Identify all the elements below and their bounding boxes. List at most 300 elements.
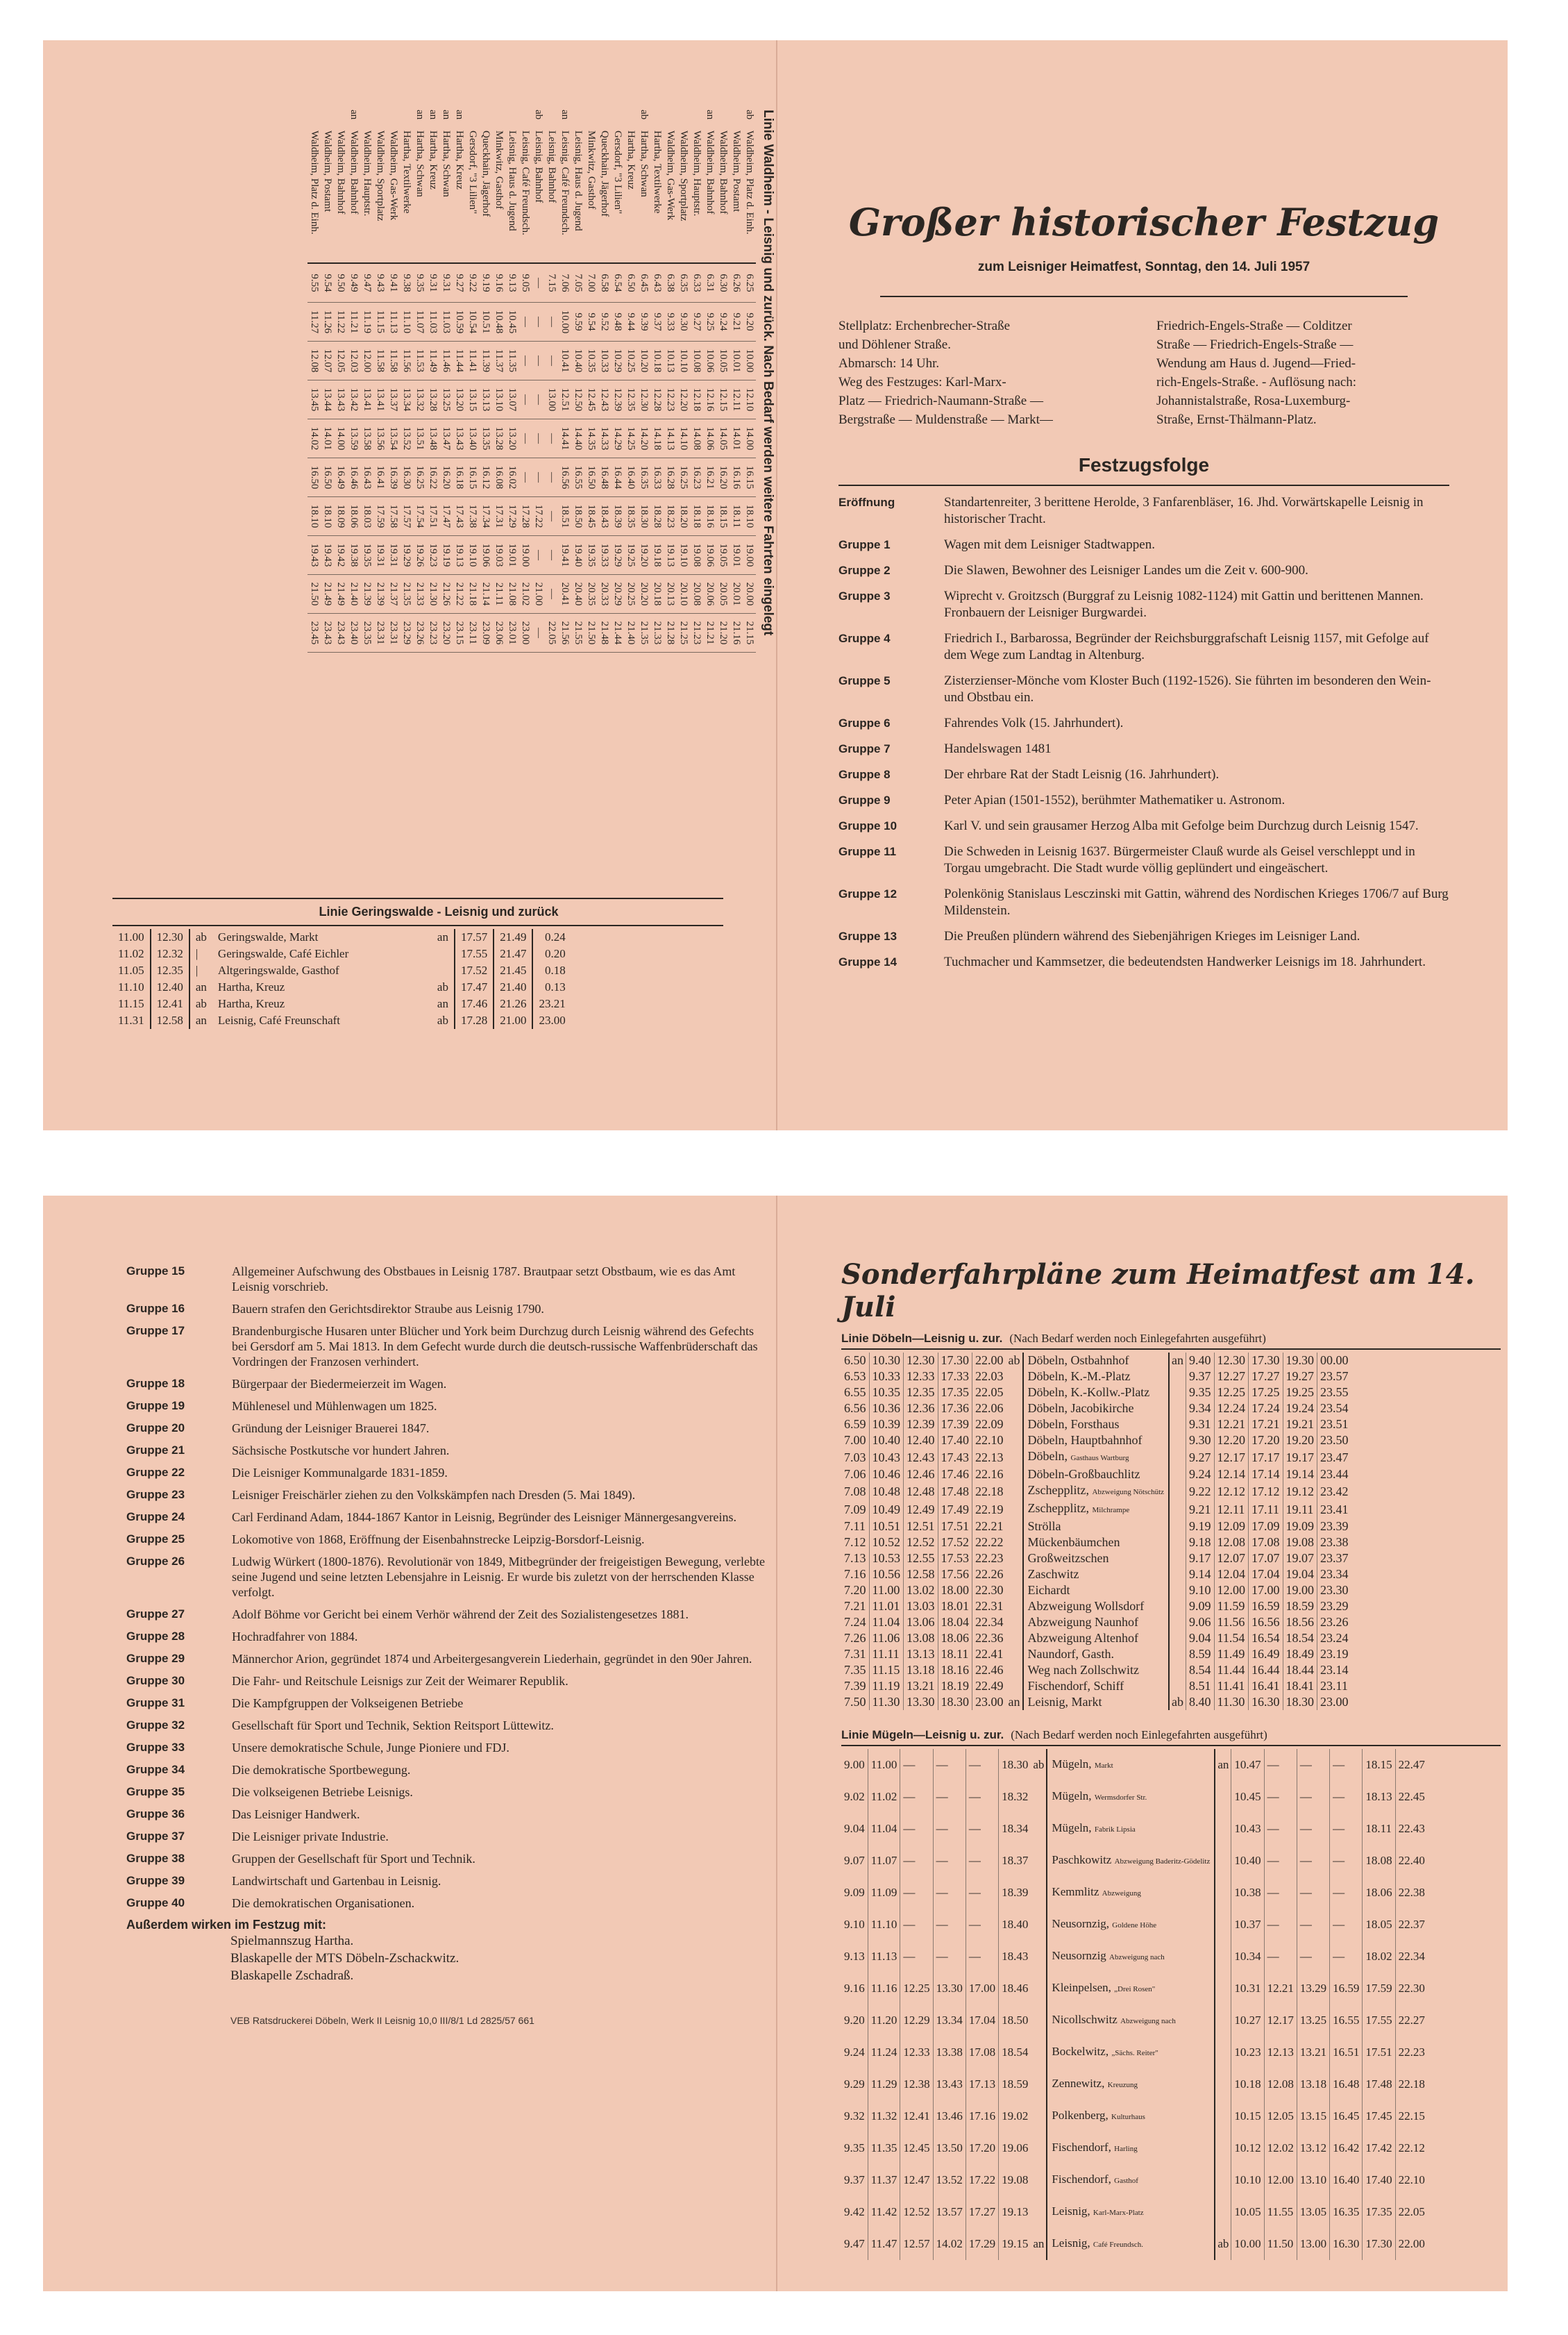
departure-time: 11.37 [492, 342, 505, 380]
group-label: Gruppe 3 [838, 589, 891, 603]
direction-marker [1169, 1482, 1186, 1500]
doebeln-heading [841, 1332, 1501, 1346]
return-time: 23.39 [1317, 1518, 1351, 1534]
direction-marker [1006, 1466, 1023, 1482]
stop-subtitle: Goldene Höhe [1112, 1921, 1157, 1930]
departure-time: 7.26 [844, 1631, 866, 1645]
return-time: 16.48 [1330, 2068, 1363, 2100]
departure-time: 12.58 [151, 1012, 189, 1029]
departure-time: 11.44 [453, 342, 466, 380]
departure-time: 22.00 [972, 1353, 1006, 1369]
departure-time: 21.21 [703, 614, 716, 653]
route-info [838, 317, 1449, 429]
departure-time: 11.58 [373, 342, 387, 380]
departure-time: 17.59 [373, 497, 387, 536]
return-time: 12.11 [1214, 1500, 1249, 1518]
route-info-line: Bergstraße — Muldenstraße — Markt— [838, 412, 1053, 427]
departure-time: 13.37 [387, 380, 400, 419]
return-time: 16.42 [1330, 2132, 1363, 2164]
departure-time: 20.41 [558, 575, 571, 614]
return-time: 12.14 [1214, 1466, 1249, 1482]
departure-time: 18.10 [743, 497, 756, 536]
departure-time: 13.28 [492, 419, 505, 458]
direction-marker: | [195, 964, 199, 977]
departure-time: 14.00 [334, 419, 347, 458]
printer-imprint: VEB Ratsdruckerei Döbeln, Werk II Leisnig 10,0 III/8/1 Ld 2825/57 661 [230, 2015, 534, 2026]
departure-time: 11.35 [868, 2132, 900, 2164]
departure-time: 21.33 [413, 575, 426, 614]
direction-marker [730, 110, 743, 128]
departure-time: 11.00 [868, 1749, 900, 1781]
return-time: — [1330, 1845, 1363, 1877]
direction-marker [479, 110, 492, 128]
waldheim-row [360, 110, 373, 887]
departure-time: 21.50 [307, 575, 321, 614]
departure-time: 16.20 [716, 458, 730, 497]
group-label: Gruppe 39 [126, 1874, 185, 1887]
direction-marker: an [454, 110, 465, 120]
departure-time: 18.06 [347, 497, 360, 536]
group-text: Die Schweden in Leisnig 1637. Bürgermeister Clauß wurde als Geisel verschleppt und in Torgau umgebracht. Die Stadt wurde völlig geplündert und eingeäschert. [944, 844, 1415, 876]
departure-time: 12.48 [904, 1482, 938, 1500]
departure-time: — [532, 264, 545, 303]
geringswalde-section [112, 898, 765, 1029]
departure-time: 18.20 [677, 497, 690, 536]
departure-time: — [900, 1813, 933, 1845]
departure-time: 18.37 [999, 1845, 1031, 1877]
departure-time: 9.47 [844, 2237, 865, 2250]
departure-time: 6.33 [690, 264, 703, 303]
return-time: 11.54 [1214, 1630, 1249, 1646]
return-time: 9.06 [1186, 1614, 1215, 1630]
departure-time: — [532, 458, 545, 497]
departure-time: 7.06 [558, 264, 571, 303]
return-time: 17.48 [1363, 2068, 1395, 2100]
timetable-row [841, 1630, 1351, 1646]
group-item [126, 1829, 765, 1844]
departure-time: 13.38 [933, 2036, 966, 2068]
departure-time: 11.02 [868, 1781, 900, 1813]
departure-time: 9.49 [347, 264, 360, 303]
group-label: Gruppe 7 [838, 742, 891, 755]
return-time: — [1297, 1845, 1329, 1877]
departure-time: — [519, 458, 532, 497]
departure-time: 10.56 [869, 1566, 904, 1582]
group-item [126, 1554, 765, 1600]
group-item [838, 886, 1449, 919]
departure-time: 14.10 [677, 419, 690, 458]
departure-time: 11.37 [868, 2164, 900, 2196]
return-time: 13.18 [1297, 2068, 1329, 2100]
departure-time: 16.28 [664, 458, 677, 497]
departure-time: 11.00 [112, 929, 151, 946]
direction-marker [1169, 1678, 1186, 1694]
departure-time: 7.21 [844, 1599, 866, 1613]
return-time: 18.15 [1363, 1749, 1395, 1781]
departure-time: 21.50 [584, 614, 598, 653]
sonder-title: Sonderfahrpläne zum Heimatfest am 14. Juli [841, 1258, 1475, 1323]
return-time: 12.02 [1264, 2132, 1297, 2164]
departure-time: 23.11 [466, 614, 479, 653]
return-time: 16.30 [1249, 1694, 1283, 1710]
departure-time: 19.20 [637, 536, 650, 575]
departure-time: 12.39 [611, 380, 624, 419]
return-time: 9.19 [1186, 1518, 1215, 1534]
departure-time: 16.25 [677, 458, 690, 497]
departure-time: 12.23 [664, 380, 677, 419]
departure-time: 13.56 [373, 419, 387, 458]
departure-time: 13.35 [479, 419, 492, 458]
departure-time: 13.42 [347, 380, 360, 419]
departure-time: 18.35 [624, 497, 637, 536]
timetable-row [841, 1448, 1351, 1466]
departure-time: 20.18 [650, 575, 664, 614]
return-time: 18.59 [1283, 1598, 1317, 1614]
timetable-row [841, 1518, 1351, 1534]
return-time: 23.14 [1317, 1662, 1351, 1678]
stop-name [1047, 2132, 1215, 2164]
timetable-row [841, 2228, 1428, 2260]
return-time: 21.49 [494, 929, 532, 946]
departure-time: 11.20 [868, 2005, 900, 2036]
departure-time: 16.25 [413, 458, 426, 497]
stop-name-text: Abzweigung Wollsdorf [1027, 1599, 1145, 1613]
return-time: 11.41 [1214, 1678, 1249, 1694]
departure-time: 11.02 [112, 946, 151, 962]
return-time: 23.00 [539, 1014, 566, 1027]
stop-subtitle: Kreuzung [1107, 2081, 1138, 2089]
stop-name-text: Zaschwitz [1027, 1567, 1079, 1581]
waldheim-row [505, 110, 519, 887]
direction-marker [505, 110, 519, 128]
departure-time: 9.00 [844, 1758, 865, 1771]
departure-time: 9.19 [479, 264, 492, 303]
departure-time: 16.12 [479, 458, 492, 497]
departure-time: 17.34 [479, 497, 492, 536]
departure-time: 18.54 [999, 2036, 1031, 2068]
return-time: 22.18 [1395, 2068, 1428, 2100]
group-label: Gruppe 24 [126, 1510, 185, 1523]
return-time: 18.49 [1283, 1646, 1317, 1662]
departure-time: 18.11 [730, 497, 743, 536]
departure-time: 10.33 [869, 1369, 904, 1384]
departure-time: 23.43 [334, 614, 347, 653]
departure-time: 9.38 [400, 264, 413, 303]
stop-name: Waldheim, Sportplatz [677, 128, 690, 264]
departure-time: — [519, 419, 532, 458]
departure-time: 13.02 [904, 1582, 938, 1598]
direction-marker [1215, 1781, 1231, 1813]
departure-time: 10.00 [743, 342, 756, 380]
direction-marker [1169, 1582, 1186, 1598]
departure-time: 18.10 [321, 497, 334, 536]
group-label: Gruppe 22 [126, 1466, 185, 1479]
departure-time: 19.13 [664, 536, 677, 575]
departure-time: 12.33 [900, 2036, 933, 2068]
departure-time: 14.29 [611, 419, 624, 458]
group-label: Gruppe 35 [126, 1785, 185, 1798]
return-time: 23.37 [1317, 1550, 1351, 1566]
return-time: 22.30 [1395, 1973, 1428, 2005]
return-time: 19.12 [1283, 1482, 1317, 1500]
stop-name-text: Fischendorf, [1052, 2173, 1111, 2186]
direction-marker [1006, 1518, 1023, 1534]
waldheim-row [400, 110, 413, 887]
waldheim-row [624, 110, 637, 887]
departure-time: 7.35 [844, 1663, 866, 1677]
departure-time: 19.01 [505, 536, 519, 575]
departure-time: 9.48 [611, 303, 624, 342]
departure-time: 7.09 [844, 1502, 866, 1516]
departure-time: 18.30 [999, 1749, 1031, 1781]
direction-marker [1031, 2164, 1047, 2196]
departure-time: 12.25 [900, 1973, 933, 2005]
departure-time: 19.03 [492, 536, 505, 575]
group-item [126, 1873, 765, 1889]
departure-time: 16.39 [387, 458, 400, 497]
departure-time: 6.45 [637, 264, 650, 303]
group-item [838, 494, 1449, 528]
return-time: — [1330, 1813, 1363, 1845]
direction-marker [1031, 2132, 1047, 2164]
departure-time: 17.51 [426, 497, 439, 536]
direction-marker [307, 110, 321, 128]
departure-time: 17.16 [966, 2100, 998, 2132]
departure-time: 10.05 [716, 342, 730, 380]
departure-time: 9.10 [844, 1918, 865, 1931]
departure-time: 13.07 [505, 380, 519, 419]
departure-time: — [933, 1813, 966, 1845]
direction-marker [1006, 1400, 1023, 1416]
departure-time: 20.40 [571, 575, 584, 614]
group-text: Die Slawen, Bewohner des Leisniger Landes um die Zeit v. 600-900. [944, 563, 1308, 578]
departure-time: 20.25 [624, 575, 637, 614]
departure-time: 13.20 [453, 380, 466, 419]
departure-time: 23.00 [972, 1694, 1006, 1710]
return-time: 21.00 [494, 1012, 532, 1029]
departure-time: 23.43 [321, 614, 334, 653]
departure-time: 23.23 [426, 614, 439, 653]
departure-time: 11.03 [439, 303, 453, 342]
festzug-front-panel [838, 200, 1449, 1116]
return-time: 22.00 [1395, 2228, 1428, 2260]
direction-marker [519, 110, 532, 128]
stop-subtitle: Karl-Marx-Platz [1093, 2209, 1144, 2217]
return-time: 17.17 [1249, 1448, 1283, 1466]
return-time: 17.30 [1363, 2228, 1395, 2260]
departure-time: 14.13 [664, 419, 677, 458]
departure-time: 19.31 [373, 536, 387, 575]
return-time: 18.05 [1363, 1909, 1395, 1941]
group-item [126, 1264, 765, 1294]
direction-marker [1215, 1877, 1231, 1909]
departure-time: 9.54 [321, 264, 334, 303]
departure-time: 22.16 [972, 1466, 1006, 1482]
departure-time: 13.54 [387, 419, 400, 458]
group-text: Zisterzienser-Mönche vom Kloster Buch (1192-1526). Sie führten im besonderen den Wein- und Obstbau ein. [944, 673, 1431, 705]
departure-time: 6.58 [598, 264, 611, 303]
muegeln-rule [841, 1745, 1501, 1746]
waldheim-row [558, 110, 571, 887]
timetable-row [841, 1813, 1428, 1845]
departure-time: 12.35 [151, 962, 189, 979]
waldheim-row [334, 110, 347, 887]
stop-name [1047, 1813, 1215, 1845]
departure-time: 7.16 [844, 1567, 866, 1581]
departure-time: 18.03 [360, 497, 373, 536]
departure-time: 9.33 [664, 303, 677, 342]
group-label: Gruppe 32 [126, 1718, 185, 1732]
departure-time: 7.24 [844, 1615, 866, 1629]
departure-time: 10.51 [479, 303, 492, 342]
departure-time: 17.43 [938, 1448, 972, 1466]
timetable-row [841, 2196, 1428, 2228]
return-time: 9.14 [1186, 1566, 1215, 1582]
return-time: 17.57 [455, 929, 494, 946]
departure-time: 14.01 [321, 419, 334, 458]
timetable-row [841, 1482, 1351, 1500]
direction-marker: an [441, 110, 452, 120]
return-time: 17.28 [455, 1012, 494, 1029]
stop-name: Leisnig, Haus d. Jugend [571, 128, 584, 264]
direction-marker [1169, 1384, 1186, 1400]
departure-time: 11.15 [869, 1662, 904, 1678]
departure-time: 17.53 [938, 1550, 972, 1566]
direction-marker: ab [1172, 1695, 1184, 1709]
return-time: 23.34 [1317, 1566, 1351, 1582]
departure-time: — [900, 1845, 933, 1877]
group-text: Gruppen der Gesellschaft für Sport und Technik. [232, 1852, 475, 1866]
direction-marker [1169, 1432, 1186, 1448]
stop-name-text: Bockelwitz, [1052, 2045, 1109, 2058]
return-time: 9.30 [1186, 1432, 1215, 1448]
stop-name-text: Fischendorf, [1052, 2141, 1111, 2154]
departure-time: 21.35 [637, 614, 650, 653]
direction-marker: ab [639, 110, 650, 120]
return-time: 22.43 [1395, 1813, 1428, 1845]
group-text: Die Leisniger Kommunalgarde 1831-1859. [232, 1466, 448, 1480]
route-info-line: und Döhlener Straße. [838, 337, 951, 352]
departure-time: 18.19 [938, 1678, 972, 1694]
departure-time: 11.07 [413, 303, 426, 342]
timetable-row [841, 1466, 1351, 1482]
departure-time: 12.15 [716, 380, 730, 419]
departure-time: 18.28 [650, 497, 664, 536]
departure-time: 17.51 [938, 1518, 972, 1534]
muegeln-label: Linie Mügeln—Leisnig u. zur. [841, 1728, 1004, 1741]
departure-time: 23.15 [453, 614, 466, 653]
group-text: Leisniger Freischärler ziehen zu den Volkskämpfen nach Dresden (5. Mai 1849). [232, 1488, 636, 1502]
departure-time: 6.26 [730, 264, 743, 303]
stop-subtitle: Kulturhaus [1111, 2113, 1145, 2121]
departure-time: 10.35 [584, 342, 598, 380]
departure-time: 6.59 [844, 1417, 866, 1431]
direction-marker: ab [533, 110, 544, 120]
departure-time: 10.36 [869, 1400, 904, 1416]
group-item [838, 537, 1449, 553]
departure-time: 10.06 [703, 342, 716, 380]
departure-time: 11.30 [869, 1694, 904, 1710]
stop-subtitle: Abzweigung [1102, 1889, 1141, 1898]
departure-time: — [933, 1941, 966, 1973]
return-time: 19.20 [1283, 1432, 1317, 1448]
stop-name [1023, 1384, 1170, 1400]
departure-time: 21.15 [743, 614, 756, 653]
departure-time: 9.42 [844, 2205, 865, 2218]
departure-time: 16.35 [637, 458, 650, 497]
return-time: 10.12 [1231, 2132, 1264, 2164]
departure-time: 23.40 [347, 614, 360, 653]
departure-time: 17.28 [519, 497, 532, 536]
return-time: 18.11 [1363, 1813, 1395, 1845]
direction-marker [432, 946, 455, 962]
doebeln-table [841, 1353, 1351, 1710]
departure-time: 7.08 [844, 1484, 866, 1498]
departure-time: 13.30 [904, 1694, 938, 1710]
return-time: 17.04 [1249, 1566, 1283, 1582]
stop-name: Hartha, Kreuz [217, 997, 285, 1010]
stop-name-text: Neusornzig [1052, 1949, 1106, 1962]
ausserdem-item: Blaskapelle Zschadraß. [230, 1968, 354, 1983]
departure-time: 17.29 [505, 497, 519, 536]
waldheim-row [426, 110, 439, 887]
departure-time: 16.02 [505, 458, 519, 497]
stop-name [1023, 1566, 1170, 1582]
departure-time: 13.52 [400, 419, 413, 458]
stop-subtitle: Wermsdorfer Str. [1094, 1793, 1147, 1802]
return-time: 9.35 [1186, 1384, 1215, 1400]
direction-marker: ab [432, 1012, 455, 1029]
departure-time: 14.35 [584, 419, 598, 458]
waldheim-row [677, 110, 690, 887]
departure-time: 10.53 [869, 1550, 904, 1566]
stop-name [1047, 2196, 1215, 2228]
departure-time: 10.48 [492, 303, 505, 342]
departure-time: 17.04 [966, 2005, 998, 2036]
stop-name: Leisnig, Haus d. Jugend [505, 128, 519, 264]
folge-rule [838, 485, 1449, 486]
waldheim-row [730, 110, 743, 887]
departure-time: 20.20 [637, 575, 650, 614]
stop-name [1047, 2036, 1215, 2068]
return-time: 19.14 [1283, 1466, 1317, 1482]
group-label: Gruppe 17 [126, 1324, 185, 1337]
departure-time: 16.18 [453, 458, 466, 497]
route-info-left [838, 317, 1131, 429]
group-item [126, 1895, 765, 1911]
stop-name-text: Weg nach Zollschwitz [1027, 1663, 1139, 1677]
departure-time: 13.03 [904, 1598, 938, 1614]
departure-time: 10.43 [869, 1448, 904, 1466]
return-time: 10.43 [1231, 1813, 1264, 1845]
departure-time: 13.40 [466, 419, 479, 458]
return-time: 22.38 [1395, 1877, 1428, 1909]
group-text: Gründung der Leisniger Brauerei 1847. [232, 1421, 430, 1435]
group-item [126, 1651, 765, 1666]
return-time: 16.41 [1249, 1678, 1283, 1694]
stop-name: Waldheim, Hauptstr. [360, 128, 373, 264]
return-time: 23.24 [1317, 1630, 1351, 1646]
departure-time: 17.35 [938, 1384, 972, 1400]
departure-time: 9.07 [844, 1854, 865, 1867]
return-time: 23.29 [1317, 1598, 1351, 1614]
return-time: 17.14 [1249, 1466, 1283, 1482]
return-time: 22.15 [1395, 2100, 1428, 2132]
departure-time: 17.27 [966, 2196, 998, 2228]
departure-time: — [933, 1781, 966, 1813]
direction-marker [650, 110, 664, 128]
waldheim-row [479, 110, 492, 887]
